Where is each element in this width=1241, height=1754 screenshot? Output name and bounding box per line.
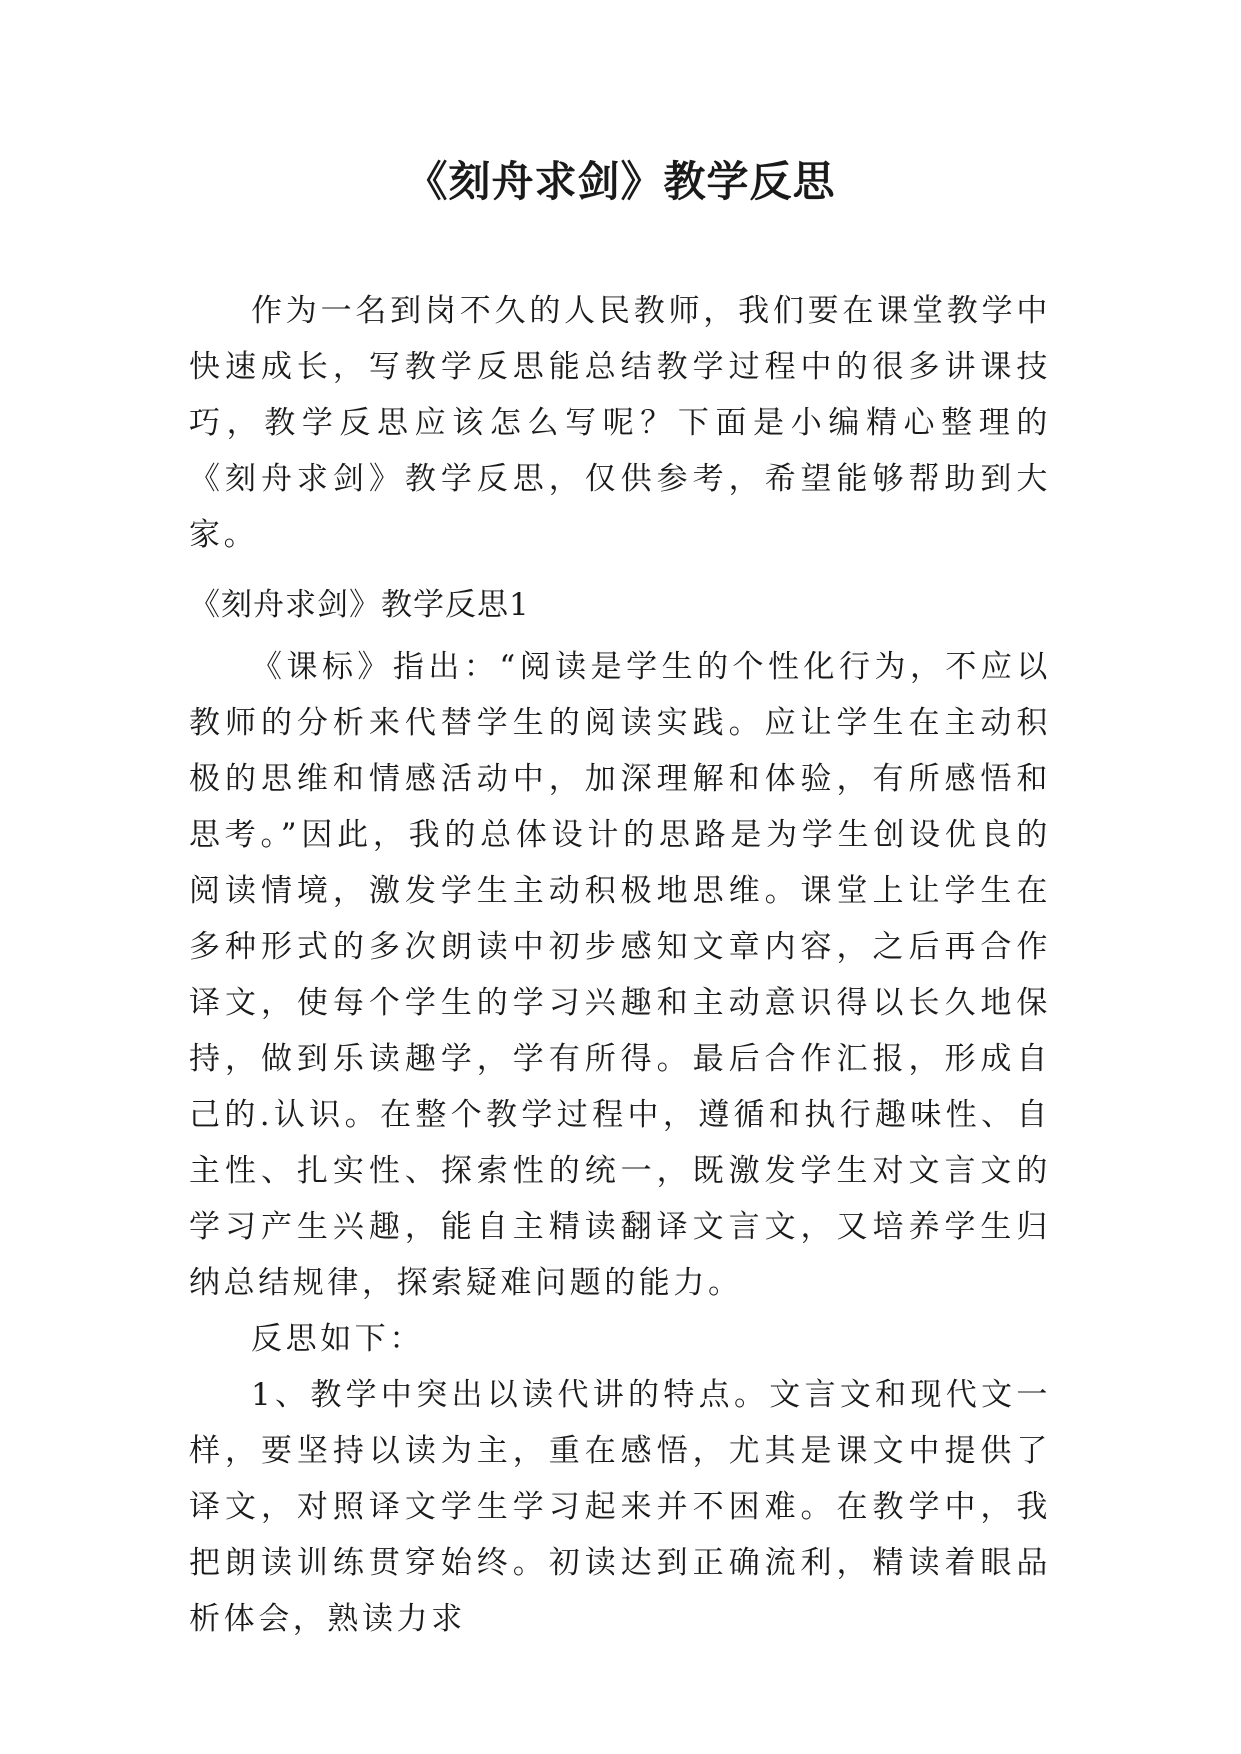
section-body	[189, 639, 1051, 1647]
section-heading: 《刻舟求剑》教学反思1	[189, 587, 530, 623]
intro-section	[189, 283, 1051, 563]
body-paragraph: 反思如下：	[251, 1321, 424, 1357]
body-paragraph: 1、教学中突出以读代讲的特点。文言文和现代文一样，要坚持以读为主，重在感悟，尤其是课文中提供了译文，对照译文学生学习起来并不困难。在教学中，我把朗读训练贯穿始终。初读达到正确流利，精读着眼品析体会，熟读力求	[189, 1377, 1051, 1637]
document-title: 《刻舟求剑》教学反思	[405, 157, 836, 206]
body-paragraph: 《课标》指出：“阅读是学生的个性化行为，不应以教师的分析来代替学生的阅读实践。应让学生在主动积极的思维和情感活动中，加深理解和体验，有所感悟和思考。”因此，我的总体设计的思路是为学生创设优良的阅读情境，激发学生主动积极地思维。课堂上让学生在多种形式的多次朗读中初步感知文章内容，之后再合作译文，使每个学生的学习兴趣和主动意识得以长久地保持，做到乐读趣学，学有所得。最后合作汇报，形成自己的.认识。在整个教学过程中，遵循和执行趣味性、自主性、扎实性、探索性的统一，既激发学生对文言文的学习产生兴趣，能自主精读翻译文言文，又培养学生归纳总结规律，探索疑难问题的能力。	[189, 649, 1051, 1301]
intro-paragraph: 作为一名到岗不久的人民教师，我们要在课堂教学中快速成长，写教学反思能总结教学过程中的很多讲课技巧，教学反思应该怎么写呢？下面是小编精心整理的《刻舟求剑》教学反思，仅供参考，希望能够帮助到大家。	[189, 293, 1051, 553]
